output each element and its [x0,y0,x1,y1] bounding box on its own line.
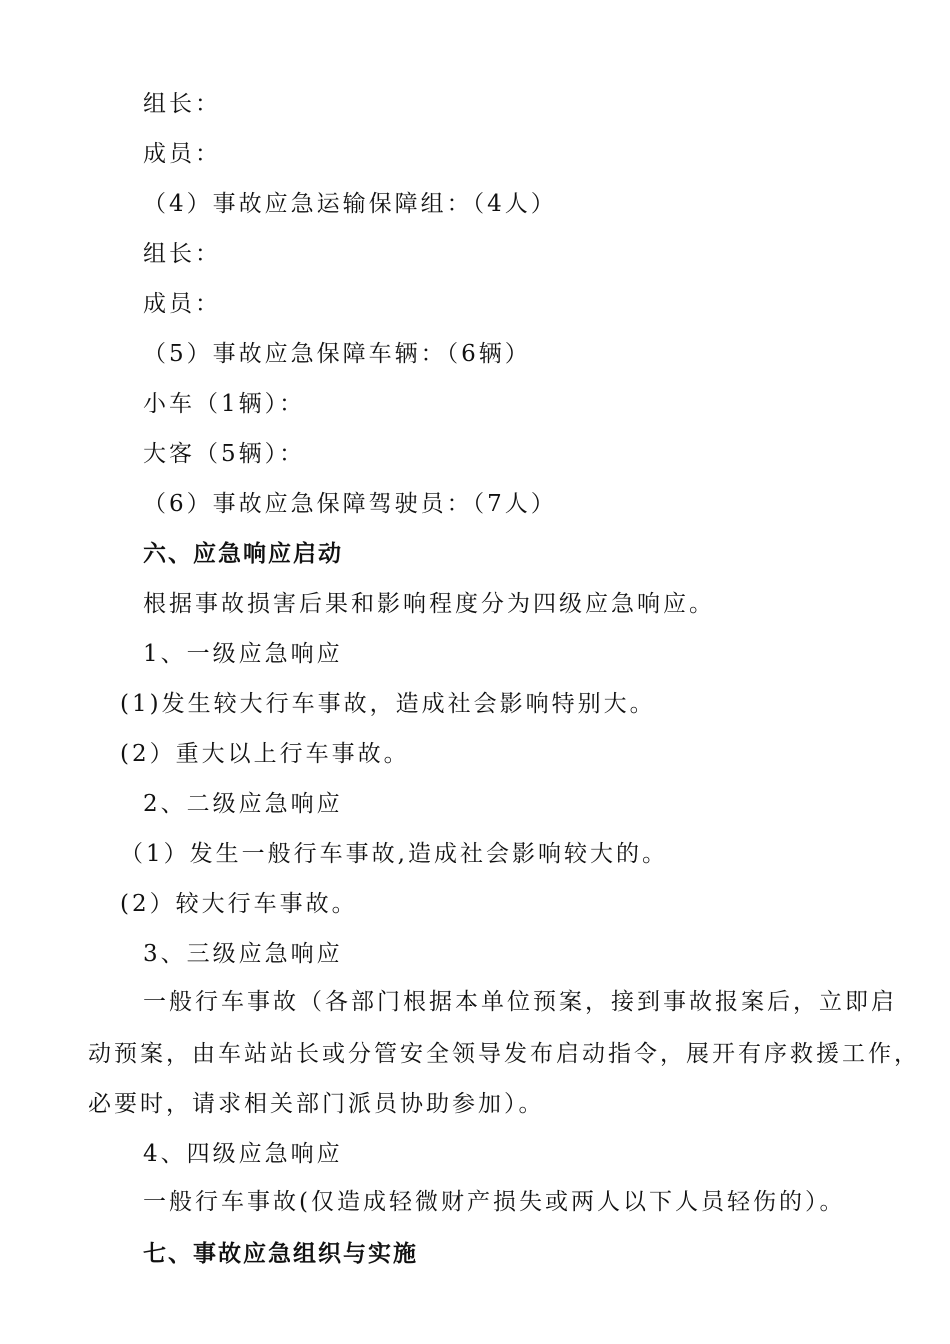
text-line-leader-2: 组长： [143,241,221,267]
text-line-small-car: 小车（1辆）： [143,391,306,417]
paragraph-levels-intro: 根据事故损害后果和影响程度分为四级应急响应。 [143,591,715,617]
paragraph-level4: 一般行车事故(仅造成轻微财产损失或两人以下人员轻伤的）。 [143,1189,846,1215]
section-heading-7: 七、事故应急组织与实施 [143,1241,418,1267]
text-line-members-1: 成员： [143,141,221,167]
paragraph-level3-line1: 一般行车事故（各部门根据本单位预案，接到事故报案后，立即启 [143,989,897,1015]
text-line-leader-1: 组长： [143,91,221,117]
paragraph-level3-line2: 动预案，由车站站长或分管安全领导发布启动指令，展开有序救援工作， [88,1041,920,1067]
text-line-drivers: （6）事故应急保障驾驶员：（7人） [143,491,557,517]
text-line-members-2: 成员： [143,291,221,317]
subheading-level-3: 3、三级应急响应 [143,941,343,967]
text-line-vehicles: （5）事故应急保障车辆：（6辆） [143,341,531,367]
section-heading-6: 六、应急响应启动 [143,541,343,567]
text-line-transport-group: （4）事故应急运输保障组：（4人） [143,191,557,217]
subheading-level-4: 4、四级应急响应 [143,1141,343,1167]
subheading-level-1: 1、一级应急响应 [143,641,343,667]
paragraph-level3-line3: 必要时，请求相关部门派员协助参加）。 [88,1091,545,1117]
list-item-level2-b: (2）较大行车事故。 [120,891,358,917]
text-line-bus: 大客（5辆）： [143,441,306,467]
list-item-level1-b: (2）重大以上行车事故。 [120,741,410,767]
list-item-level1-a: (1)发生较大行车事故，造成社会影响特别大。 [120,691,656,717]
subheading-level-2: 2、二级应急响应 [143,791,343,817]
list-item-level2-a: （1）发生一般行车事故,造成社会影响较大的。 [120,841,668,867]
